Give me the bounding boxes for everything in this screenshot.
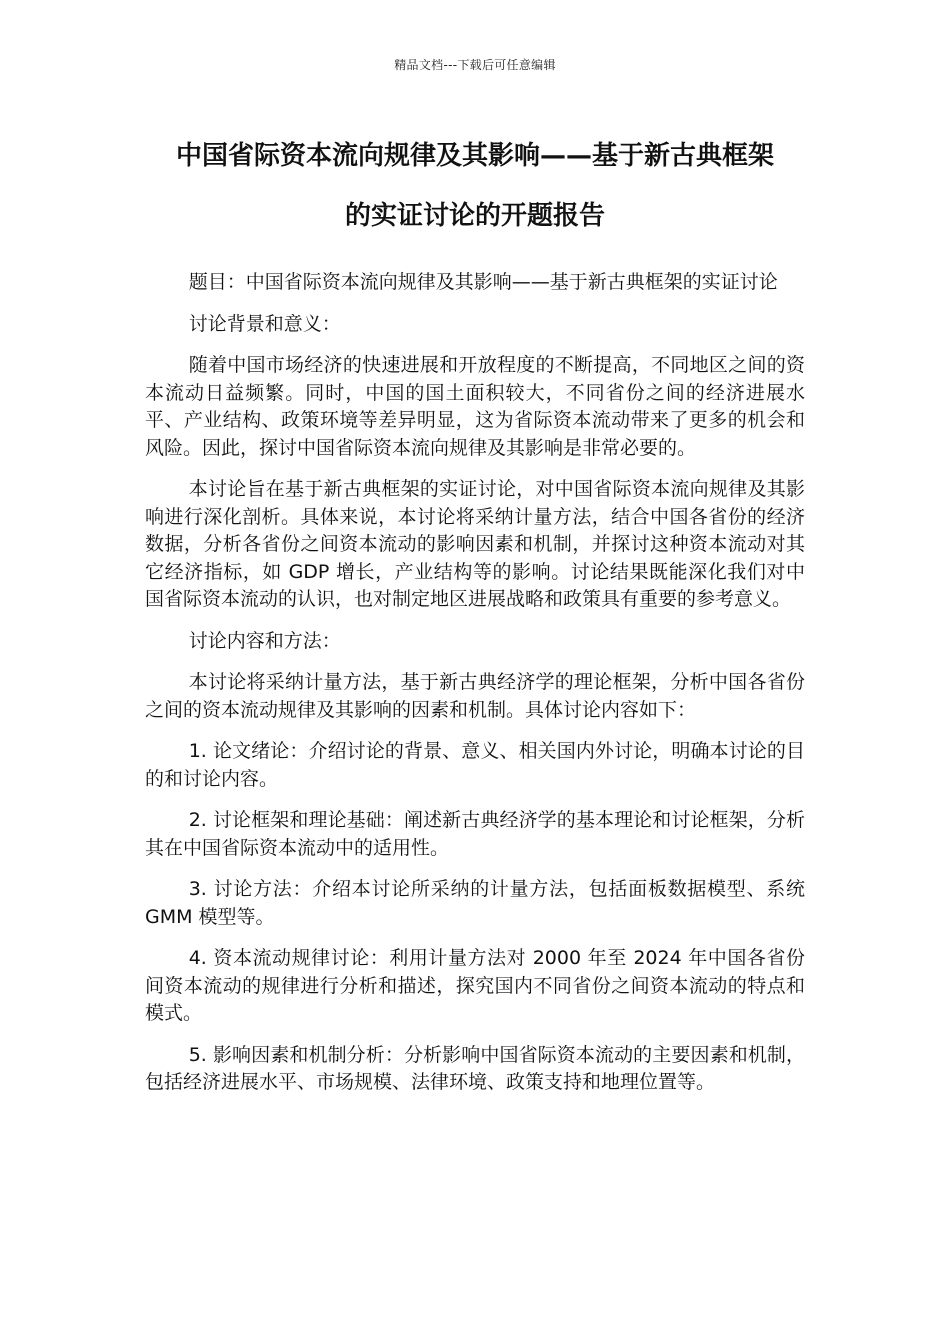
- background-paragraph-1: 随着中国市场经济的快速进展和开放程度的不断提高，不同地区之间的资本流动日益频繁。同时，中国的国土面积较大，不同省份之间的经济进展水平、产业结构、政策环境等差异明显，这为省际资本流动带来了更多的机会和风险。因此，探讨中国省际资本流向规律及其影响是非常必要的。: [145, 354, 805, 459]
- document-title-line-2: 的实证讨论的开题报告: [344, 201, 605, 231]
- page-header-note: 精品文档---下载后可任意编辑: [394, 58, 556, 72]
- section-heading-content-method: 讨论内容和方法：: [188, 629, 341, 652]
- content-intro-paragraph: 本讨论将采纳计量方法，基于新古典经济学的理论框架，分析中国各省份之间的资本流动规律及其影响的因素和机制。具体讨论内容如下：: [145, 671, 805, 721]
- document-title-line-1: 中国省际资本流向规律及其影响——基于新古典框架: [175, 141, 774, 171]
- list-item-1: 1. 论文绪论：介绍讨论的背景、意义、相关国内外讨论，明确本讨论的目的和讨论内容。: [145, 740, 805, 790]
- list-item-5: 5. 影响因素和机制分析：分析影响中国省际资本流动的主要因素和机制，包括经济进展水平、市场规模、法律环境、政策支持和地理位置等。: [145, 1043, 805, 1093]
- list-item-2: 2. 讨论框架和理论基础：阐述新古典经济学的基本理论和讨论框架，分析其在中国省际资本流动中的适用性。: [145, 809, 805, 859]
- topic-paragraph: 题目：中国省际资本流向规律及其影响——基于新古典框架的实证讨论: [188, 271, 778, 293]
- document-title: [120, 126, 830, 246]
- background-paragraph-2: 本讨论旨在基于新古典框架的实证讨论，对中国省际资本流向规律及其影响进行深化剖析。具体来说，本讨论将采纳计量方法，结合中国各省份的经济数据，分析各省份之间资本流动的影响因素和机制，并探讨这种资本流动对其它经济指标，如 GDP 增长，产业结构等的影响。讨论结果既能深化我们对中国省际资本流动的认识，也对制定地区进展战略和政策具有重要的参考意义。: [145, 478, 805, 610]
- list-item-4: 4. 资本流动规律讨论：利用计量方法对 2000 年至 2024 年中国各省份间资本流动的规律进行分析和描述，探究国内不同省份之间资本流动的特点和模式。: [145, 947, 805, 1024]
- list-item-3: 3. 讨论方法：介绍本讨论所采纳的计量方法，包括面板数据模型、系统 GMM 模型等。: [145, 878, 805, 928]
- document-body: [145, 269, 805, 1111]
- section-heading-background: 讨论背景和意义：: [188, 312, 341, 335]
